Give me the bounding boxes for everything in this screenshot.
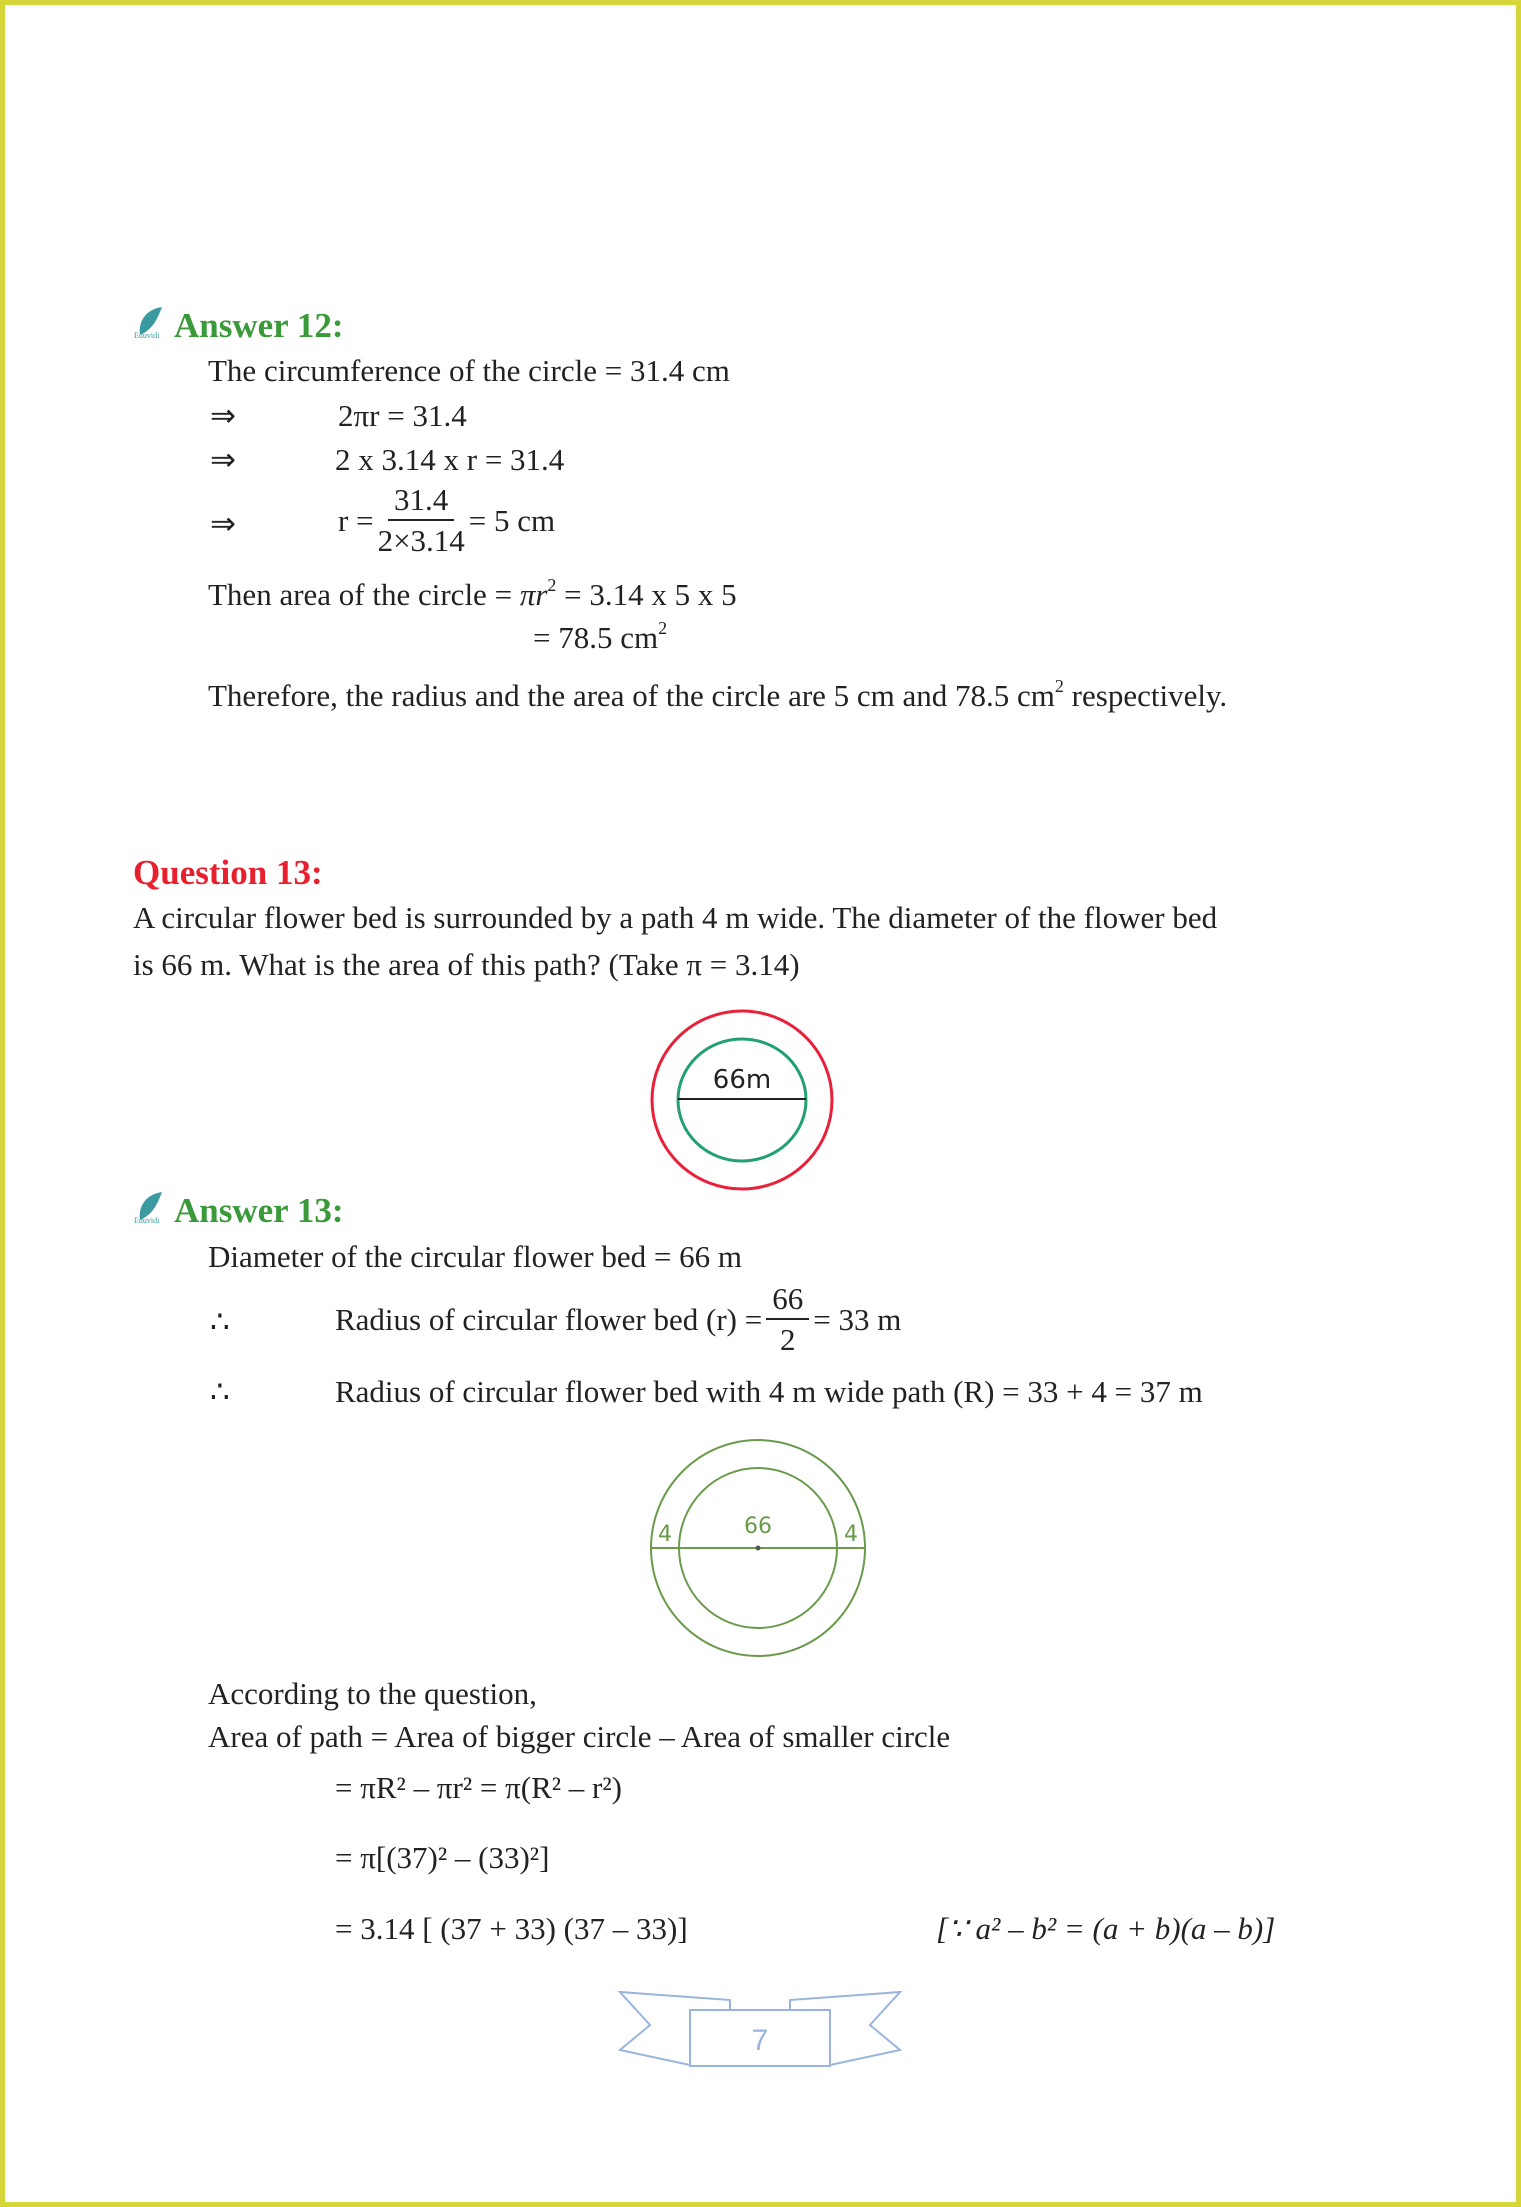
therefore-symbol: ∴ xyxy=(210,1374,230,1409)
center-point xyxy=(756,1546,761,1551)
svg-text:Eduvidi: Eduvidi xyxy=(134,1216,160,1224)
answer-12-line: The circumference of the circle = 31.4 cm xyxy=(208,353,730,388)
lhs: r = xyxy=(338,502,374,538)
conclusion-text: Therefore, the radius and the area of the circle are 5 cm and 78.5 cm xyxy=(208,678,1055,713)
area-result: = 78.5 cm xyxy=(533,620,659,655)
identity-note: [∵ a² – b² = (a + b)(a – b)] xyxy=(936,1911,1276,1946)
flower-bed-figure xyxy=(640,1000,845,1200)
numerator: 31.4 xyxy=(388,484,454,521)
question-13-text: A circular flower bed is surrounded by a path 4 m wide. The diameter of the flower bed xyxy=(133,900,1218,935)
area-text: Then area of the circle = xyxy=(208,577,513,612)
answer-13-step: = 3.14 [ (37 + 33) (37 – 33)] xyxy=(335,1911,688,1946)
fraction xyxy=(766,1283,809,1355)
exponent: 2 xyxy=(1054,676,1064,696)
answer-13-line: Diameter of the circular flower bed = 66 m xyxy=(208,1239,742,1274)
answer-12-area-result xyxy=(533,618,668,655)
area-rhs: = 3.14 x 5 x 5 xyxy=(564,577,737,612)
path-width-left: 4 xyxy=(658,1522,672,1547)
implies-symbol: ⇒ xyxy=(210,506,236,541)
denominator: 2×3.14 xyxy=(377,523,465,558)
fraction xyxy=(378,484,465,556)
answer-12-conclusion xyxy=(208,676,1228,713)
implies-symbol: ⇒ xyxy=(210,398,236,433)
answer-13-heading: Answer 13: xyxy=(174,1191,344,1230)
radius-text: Radius of circular flower bed (r) = xyxy=(335,1301,763,1337)
implies-symbol: ⇒ xyxy=(210,442,236,477)
answer-13-line: Radius of circular flower bed with 4 m wide path (R) = 33 + 4 = 37 m xyxy=(335,1374,1203,1409)
conclusion-text: respectively. xyxy=(1063,678,1228,713)
diameter-label: 66 xyxy=(744,1514,772,1539)
leaf-logo-icon xyxy=(134,305,166,339)
therefore-symbol: ∴ xyxy=(210,1304,230,1339)
exponent: 2 xyxy=(547,575,557,595)
diameter-label: 66m xyxy=(712,1065,772,1095)
area-formula: πr xyxy=(519,577,548,612)
answer-12-line: 2 x 3.14 x r = 31.4 xyxy=(335,442,565,477)
answer-12-line: 2πr = 31.4 xyxy=(338,398,467,433)
answer-13-line: According to the question, xyxy=(208,1676,537,1711)
rhs: = 5 cm xyxy=(468,502,556,538)
exponent: 2 xyxy=(658,618,668,638)
leaf-logo-icon xyxy=(134,1190,166,1224)
answer-13-step: = πR² – πr² = π(R² – r²) xyxy=(335,1770,622,1805)
page-number: 7 xyxy=(751,2024,769,2057)
answer-13-radius-line xyxy=(335,1283,901,1355)
answer-12-area-line xyxy=(208,575,737,612)
answer-12-heading: Answer 12: xyxy=(174,306,344,345)
numerator: 66 xyxy=(766,1283,809,1320)
path-width-right: 4 xyxy=(844,1522,858,1547)
answer-12-fraction-line xyxy=(338,484,555,556)
denominator: 2 xyxy=(779,1322,796,1357)
svg-text:Eduvidi: Eduvidi xyxy=(134,331,160,339)
radius-rhs: = 33 m xyxy=(813,1301,902,1337)
answer-13-step: = π[(37)² – (33)²] xyxy=(335,1840,550,1875)
path-figure xyxy=(645,1435,875,1661)
question-13-text: is 66 m. What is the area of this path? (Take π = 3.14) xyxy=(133,947,800,982)
answer-13-line: Area of path = Area of bigger circle – Area of smaller circle xyxy=(208,1719,951,1754)
page-number-ribbon xyxy=(615,1990,905,2070)
question-13-heading: Question 13: xyxy=(133,853,323,892)
